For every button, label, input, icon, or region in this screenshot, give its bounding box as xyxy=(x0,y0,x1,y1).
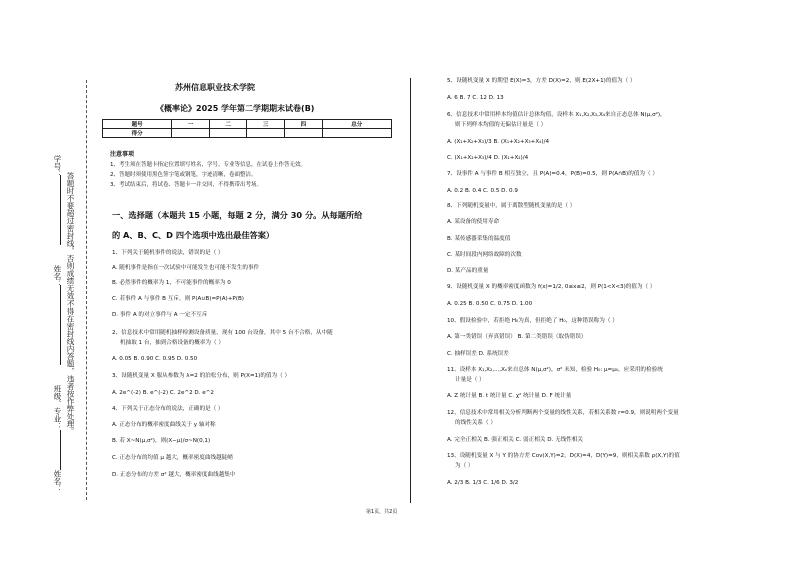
score-table xyxy=(102,119,392,138)
question-text: 5、设随机变量 X 的期望 E(X)=3，方差 D(X)=2，则 E(2X+1)的值为（ ） xyxy=(447,78,636,84)
option-text: A. 0.25 B. 0.50 C. 0.75 D. 1.00 xyxy=(447,301,533,307)
score-cell xyxy=(322,129,391,138)
option-text: B. 必然事件的概率为 1，不可能事件的概率为 0 xyxy=(112,280,231,286)
binding-warning-1: 答题时不要超过密封线，否则成绩无效。 xyxy=(66,172,75,307)
binding-name: 姓名： xyxy=(53,265,62,288)
option-text: A. 0.05 B. 0.90 C. 0.95 D. 0.50 xyxy=(112,356,198,362)
option-text: C. 正态分布的均值 μ 越大，概率密度曲线越陡峭 xyxy=(112,455,233,461)
question-text: 2、信息技术中常用随机抽样检测设备质量，现有 100 台设备，其中 5 台不合格，从中随 xyxy=(112,330,333,336)
question-text: 则下列样本均值的无偏估计量是（ ） xyxy=(455,122,547,128)
question-text: 的线性关系（ ） xyxy=(455,420,496,426)
question-text: 9、设随机变量 X 的概率密度函数为 f(x)=1/2, 0≤x≤2，则 P(1<X<3)的值为（ ） xyxy=(447,284,656,290)
score-cell xyxy=(209,129,247,138)
option-text: A. 某设备的使用寿命 xyxy=(447,219,500,225)
score-cell: 总分 xyxy=(322,120,391,129)
section-heading-line2: 的 A、B、C、D 四个选项中选出最佳答案） xyxy=(112,230,275,240)
score-cell: 题号 xyxy=(103,120,172,129)
question-text: 4、下列关于正态分布的说法，正确的是（ ） xyxy=(112,406,224,412)
question-text: 12、信息技术中常用相关分析判断两个变量的线性关系，若相关系数 r=0.9，则说明两个变量 xyxy=(447,410,679,416)
fill-line-name xyxy=(60,285,61,365)
question-text: 为（ ） xyxy=(455,463,474,469)
option-text: B. 某传感器采集的温度值 xyxy=(447,236,511,242)
section-heading-line1: 一、选择题（本题共 15 小题，每题 2 分，满分 30 分。从每题所给 xyxy=(112,210,363,220)
question-text: 11、设样本 X₁,X₂,...,Xₙ来自总体 N(μ,σ²)，σ² 未知，检验 H₀: μ=μ₀，应采用的检验统 xyxy=(447,367,663,373)
notice-item: 3、考试结束后，将试卷、答题卡一并交回，不得携带出考场。 xyxy=(110,182,263,188)
fill-line-class xyxy=(60,430,61,470)
binding-name-2: 姓名： xyxy=(53,470,62,493)
question-text: 机抽取 1 台，抽到合格设备的概率为（ ） xyxy=(120,340,224,346)
score-cell: 一 xyxy=(172,120,210,129)
question-text: 6、信息技术中常用样本均值估计总体均值，设样本 X₁,X₂,X₃,X₄来自正态总体 N(μ,σ²)， xyxy=(447,112,666,118)
option-text: C. (X₁+X₂+X₃)/4 D. (X₁+X₂)/4 xyxy=(447,155,529,161)
school-name: 苏州信息职业技术学院 xyxy=(175,83,255,92)
option-text: A. 正态分布的概率密度曲线关于 y 轴对称 xyxy=(112,422,216,428)
question-text: 1、下列关于随机事件的说法，错误的是（ ） xyxy=(112,250,224,256)
score-cell: 得分 xyxy=(103,129,172,138)
question-text: 13、设随机变量 X 与 Y 的协方差 Cov(X,Y)=2，D(X)=4，D(Y)=9，则相关系数 ρ(X,Y)的值 xyxy=(447,453,680,459)
score-cell xyxy=(172,129,210,138)
option-text: D. 某产品的重量 xyxy=(447,268,489,274)
score-row-values xyxy=(103,129,392,138)
question-text: 8、下列随机变量中，属于离散型随机变量的是（ ） xyxy=(447,203,576,209)
exam-title: 《概率论》2025 学年第二学期期末试卷(B) xyxy=(156,104,315,113)
binding-class: 班级、专业： xyxy=(53,385,62,430)
option-text: A. 随机事件是指在一次试验中可能发生也可能不发生的事件 xyxy=(112,265,260,271)
question-text: 3、设随机变量 X 服从参数为 λ=2 的泊松分布，则 P(X=1)的值为（ ） xyxy=(112,373,291,379)
score-cell xyxy=(285,129,323,138)
score-cell: 三 xyxy=(247,120,285,129)
option-text: A. 0.2 B. 0.4 C. 0.5 D. 0.9 xyxy=(447,188,518,194)
fill-line-student-id xyxy=(60,175,61,245)
option-text: C. 抽样误差 D. 系统误差 xyxy=(447,351,509,357)
page-number: 第1页，共2页 xyxy=(366,509,398,515)
option-text: A. 2/3 B. 1/3 C. 1/6 D. 3/2 xyxy=(447,480,519,486)
notice-title: 注意事项 xyxy=(110,151,135,158)
option-text: C. 若事件 A 与事件 B 互斥，则 P(A∪B)=P(A)+P(B) xyxy=(112,296,244,302)
option-text: A. 2e^(-2) B. e^(-2) C. 2e^2 D. e^2 xyxy=(112,390,214,396)
score-cell xyxy=(247,129,285,138)
option-text: A. 第一类错误（弃真错误） B. 第二类错误（取伪错误） xyxy=(447,334,587,340)
option-text: A. 完全正相关 B. 强正相关 C. 弱正相关 D. 无线性相关 xyxy=(447,437,584,443)
option-text: D. 事件 A 的对立事件与 A 一定不互斥 xyxy=(112,312,208,318)
binding-student-id: 学号： xyxy=(53,155,62,178)
option-text: D. 正态分布的方差 σ² 越大，概率密度曲线越集中 xyxy=(112,472,236,478)
question-text: 10、假设检验中，若拒绝 H₀为真，但拒绝了 H₀，这种错误称为（ ） xyxy=(447,318,618,324)
option-text: A. (X₁+X₂+X₃)/3 B. (X₁+X₂+X₃+X₄)/4 xyxy=(447,139,550,145)
option-text: B. 若 X~N(μ,σ²)，则(X−μ)/σ~N(0,1) xyxy=(112,438,211,444)
score-cell: 二 xyxy=(209,120,247,129)
binding-warning-2: 不得在密封线内答题，违者按作弊处理。 xyxy=(66,300,75,435)
notice-item: 2、答题时须使用黑色签字笔或钢笔，字迹清晰，卷面整洁。 xyxy=(110,172,257,178)
option-text: A. 6 B. 7 C. 12 D. 13 xyxy=(447,95,504,101)
seal-line xyxy=(86,80,87,500)
notice-item: 1、考生须在答题卡指定位置填写姓名、学号、专业等信息，在试卷上作答无效。 xyxy=(110,162,307,168)
question-text: 7、设事件 A 与事件 B 相互独立，且 P(A)=0.4，P(B)=0.5，则 P(A∩B)的值为（ ） xyxy=(447,171,658,177)
option-text: A. Z 统计量 B. t 统计量 C. χ² 统计量 D. F 统计量 xyxy=(447,393,572,399)
score-row-header xyxy=(103,120,392,129)
column-divider xyxy=(410,78,411,503)
question-text: 计量是（ ） xyxy=(455,377,485,383)
option-text: C. 某时间段内网络故障的次数 xyxy=(447,252,522,258)
score-cell: 四 xyxy=(285,120,323,129)
